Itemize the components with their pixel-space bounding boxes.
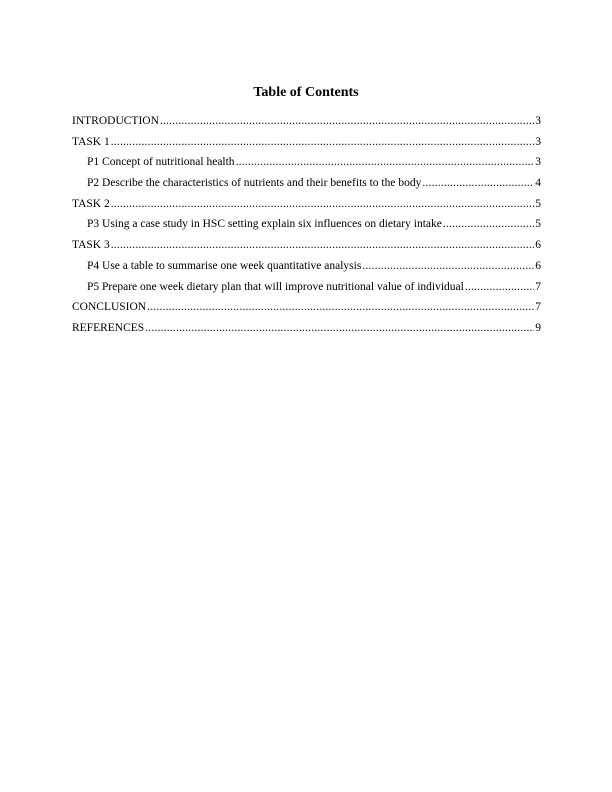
toc-dot-leader bbox=[422, 175, 534, 191]
toc-list bbox=[72, 113, 541, 341]
toc-dot-leader bbox=[236, 154, 535, 170]
toc-entry-label: TASK 1 bbox=[72, 135, 110, 148]
toc-page-number: 6 bbox=[535, 239, 541, 252]
toc-title: Table of Contents bbox=[253, 85, 359, 100]
toc-entry-introduction[interactable] bbox=[72, 113, 541, 134]
toc-entry-label: P2 Describe the characteristics of nutrients and their benefits to the body bbox=[87, 177, 422, 190]
toc-dot-leader bbox=[465, 279, 534, 295]
toc-dot-leader bbox=[111, 237, 535, 253]
toc-entry-p1[interactable] bbox=[72, 154, 541, 175]
toc-page-number: 3 bbox=[535, 135, 541, 148]
toc-page-number: 7 bbox=[535, 301, 541, 314]
toc-dot-leader bbox=[145, 320, 534, 336]
toc-dot-leader bbox=[443, 216, 534, 232]
toc-page-number: 5 bbox=[535, 218, 541, 231]
toc-entry-task-3[interactable] bbox=[72, 237, 541, 258]
toc-dot-leader bbox=[147, 299, 534, 315]
toc-entry-label: P4 Use a table to summarise one week quantitative analysis bbox=[87, 259, 362, 272]
toc-entry-p2[interactable] bbox=[72, 175, 541, 196]
toc-dot-leader bbox=[111, 196, 535, 212]
toc-page-number: 5 bbox=[535, 197, 541, 210]
toc-entry-task-1[interactable] bbox=[72, 134, 541, 155]
toc-entry-label: TASK 2 bbox=[72, 197, 110, 210]
toc-dot-leader bbox=[111, 134, 535, 150]
toc-entry-label: P5 Prepare one week dietary plan that will improve nutritional value of individual bbox=[87, 280, 464, 293]
toc-page-number: 7 bbox=[535, 280, 541, 293]
toc-entry-label: REFERENCES bbox=[72, 321, 145, 334]
toc-page-number: 9 bbox=[535, 321, 541, 334]
toc-entry-p4[interactable] bbox=[72, 258, 541, 279]
toc-dot-leader bbox=[362, 258, 534, 274]
toc-entry-references[interactable] bbox=[72, 320, 541, 341]
toc-entry-label: CONCLUSION bbox=[72, 301, 147, 314]
toc-entry-conclusion[interactable] bbox=[72, 299, 541, 320]
toc-entry-p5[interactable] bbox=[72, 279, 541, 300]
toc-entry-task-2[interactable] bbox=[72, 196, 541, 217]
toc-entry-p3[interactable] bbox=[72, 216, 541, 237]
toc-entry-label: INTRODUCTION bbox=[72, 115, 159, 127]
toc-entry-label: P1 Concept of nutritional health bbox=[87, 156, 235, 169]
toc-page-number: 3 bbox=[535, 156, 541, 169]
toc-page-number: 4 bbox=[535, 177, 541, 190]
toc-dot-leader bbox=[160, 113, 534, 129]
toc-page-number: 6 bbox=[535, 259, 541, 272]
toc-entry-label: P3 Using a case study in HSC setting explain six influences on dietary intake bbox=[87, 218, 442, 231]
toc-page-number: 3 bbox=[535, 115, 541, 127]
toc-entry-label: TASK 3 bbox=[72, 239, 110, 252]
